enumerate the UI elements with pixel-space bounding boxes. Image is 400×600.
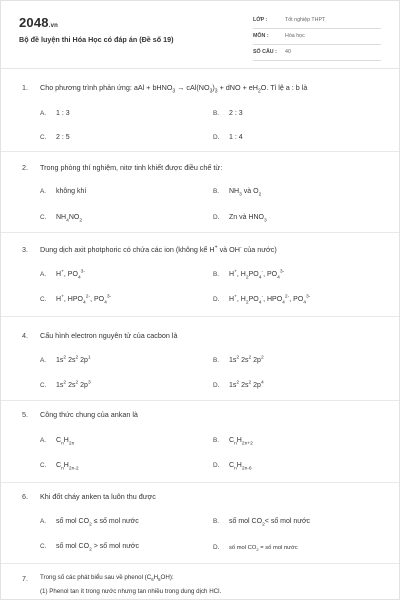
option-key: D. (213, 296, 220, 303)
logo-main: 2048 (19, 15, 49, 30)
question-number: 3. (22, 245, 28, 254)
option-key: C. (40, 382, 47, 389)
question-text: Cấu hình electron nguyên tử của cacbon là (40, 331, 178, 340)
option-b[interactable] (213, 110, 243, 117)
option-key: C. (40, 134, 47, 141)
option-b[interactable] (213, 357, 264, 364)
option-key: D. (213, 134, 220, 141)
option-d[interactable] (213, 544, 298, 551)
option-a[interactable] (40, 437, 75, 447)
option-text: 2 : 3 (229, 110, 243, 117)
option-text: Zn và $HNO_3$ (229, 214, 267, 224)
question-text: Công thức chung của ankan là (40, 410, 138, 419)
question-text-line2: (1) Phenol tan ít trong nước nhưng tan nhiều trong dung dịch HCl. (40, 588, 222, 595)
option-text: $NH_3$ và $O_2$ (229, 188, 262, 198)
question-number: 2. (22, 163, 28, 172)
option-text: 1 : 4 (229, 134, 243, 141)
option-c[interactable] (40, 214, 83, 224)
question-divider (1, 482, 399, 483)
option-key: A. (40, 188, 47, 195)
question-number: 6. (22, 492, 28, 501)
option-d[interactable] (213, 134, 243, 141)
option-key: D. (213, 544, 220, 551)
option-text: H+, $HPO_4^{2-}$, $PO_4^{3-}$ (56, 294, 112, 306)
meta-value: 40 (285, 49, 291, 55)
option-key: B. (213, 110, 220, 117)
option-c[interactable] (40, 382, 91, 389)
option-text: $1s^2$ $2s^2$ $2p^4$ (229, 380, 264, 389)
question-divider (1, 151, 399, 152)
option-b[interactable] (213, 269, 285, 281)
option-key: C. (40, 214, 47, 221)
option-a[interactable] (40, 188, 86, 195)
exam-header (1, 1, 399, 67)
option-key: B. (213, 271, 220, 278)
option-text: $C_nH_{2n}$ (56, 437, 75, 447)
option-b[interactable] (213, 188, 262, 198)
option-text: số mol $CO_2$ > số mol nước (56, 543, 140, 553)
meta-label: LỚP : (253, 17, 268, 23)
option-text: $1s^2$ $2s^2$ $2p^1$ (56, 355, 91, 364)
question-text: Dung dịch axit photphoric có chứa các ion (không kể H+ và OH- của nước) (40, 244, 277, 254)
option-c[interactable] (40, 462, 79, 472)
option-d[interactable] (213, 462, 252, 472)
option-text: $1s^2$ $2s^2$ $2p^2$ (229, 355, 264, 364)
meta-row-subject (253, 29, 381, 45)
option-key: A. (40, 518, 47, 525)
option-c[interactable] (40, 543, 140, 553)
question-text: Trong phòng thí nghiệm, nitơ tinh khiết được điều chế từ: (40, 163, 223, 172)
question-text: Khi đốt cháy anken ta luôn thu được (40, 492, 156, 501)
option-key: A. (40, 271, 47, 278)
option-text: 1 : 3 (56, 110, 70, 117)
question-text: Cho phương trình phản ứng: aAl + bHNO$_3$ → $cAl(NO_3)_3$ + dNO + $eH_2O$. Tỉ lệ a : b là (40, 83, 308, 95)
option-text: H+, $PO_4^{3-}$ (56, 269, 86, 281)
option-key: D. (213, 382, 220, 389)
question-number: 4. (22, 331, 28, 340)
option-text: $C_nH_{2n-2}$ (56, 462, 79, 472)
meta-label: SỐ CÂU : (253, 49, 277, 55)
option-d[interactable] (213, 382, 264, 389)
page-title: Bộ đề luyện thi Hóa Học có đáp án (Đề số 19) (19, 35, 174, 44)
meta-value: Tốt nghiệp THPT (285, 17, 326, 23)
exam-meta (253, 13, 381, 61)
option-text: số mol $CO_2<$ số mol nước (229, 518, 311, 528)
option-text: $C_nH_{2n-6}$ (229, 462, 252, 472)
option-a[interactable] (40, 110, 70, 117)
option-a[interactable] (40, 518, 139, 528)
option-text: $NH_4NO_2$ (56, 214, 83, 224)
option-text: $1s^2$ $2s^2$ $2p^3$ (56, 380, 91, 389)
option-text: 2 : 5 (56, 134, 70, 141)
question-number: 1. (22, 83, 28, 92)
question-divider (1, 563, 399, 564)
option-key: D. (213, 214, 220, 221)
meta-row-grade (253, 13, 381, 29)
option-key: C. (40, 296, 47, 303)
option-key: A. (40, 110, 47, 117)
option-text: số mol $CO_2$ = số mol nước (229, 545, 298, 553)
option-b[interactable] (213, 518, 311, 528)
option-key: B. (213, 188, 220, 195)
option-a[interactable] (40, 269, 86, 281)
option-key: B. (213, 437, 220, 444)
option-key: B. (213, 357, 220, 364)
meta-value: Hóa học (285, 33, 305, 39)
question-divider (1, 232, 399, 233)
option-key: B. (213, 518, 220, 525)
option-text: không khí (56, 188, 87, 195)
option-key: C. (40, 543, 47, 550)
header-divider (1, 68, 399, 69)
question-divider (1, 316, 399, 317)
option-key: D. (213, 462, 220, 469)
option-c[interactable] (40, 294, 112, 306)
question-number: 7. (22, 574, 28, 583)
meta-label: MÔN : (253, 33, 269, 39)
option-text: $C_nH_{2n+2}$ (229, 437, 253, 447)
option-d[interactable] (213, 294, 311, 306)
option-key: A. (40, 437, 47, 444)
option-b[interactable] (213, 437, 253, 447)
question-text: Trong số các phát biểu sau về phenol $(C_6H_5OH)$: (40, 574, 174, 583)
option-text: H+, $H_2PO_4^-$, $PO_4^{3-}$ (229, 269, 285, 281)
question-number: 5. (22, 410, 28, 419)
meta-row-count (253, 45, 381, 61)
option-text: H+, $H_2PO_4^-$, $HPO_4^{2-}$, $PO_4^{3-}$ (229, 294, 311, 306)
question-divider (1, 400, 399, 401)
logo-sub: .vn (48, 23, 59, 29)
option-a[interactable] (40, 357, 91, 364)
site-logo[interactable] (19, 15, 58, 30)
option-key: C. (40, 462, 47, 469)
option-c[interactable] (40, 134, 70, 141)
option-key: A. (40, 357, 47, 364)
option-text: số mol $CO_2$ ≤ số mol nước (56, 518, 139, 528)
option-d[interactable] (213, 214, 267, 224)
